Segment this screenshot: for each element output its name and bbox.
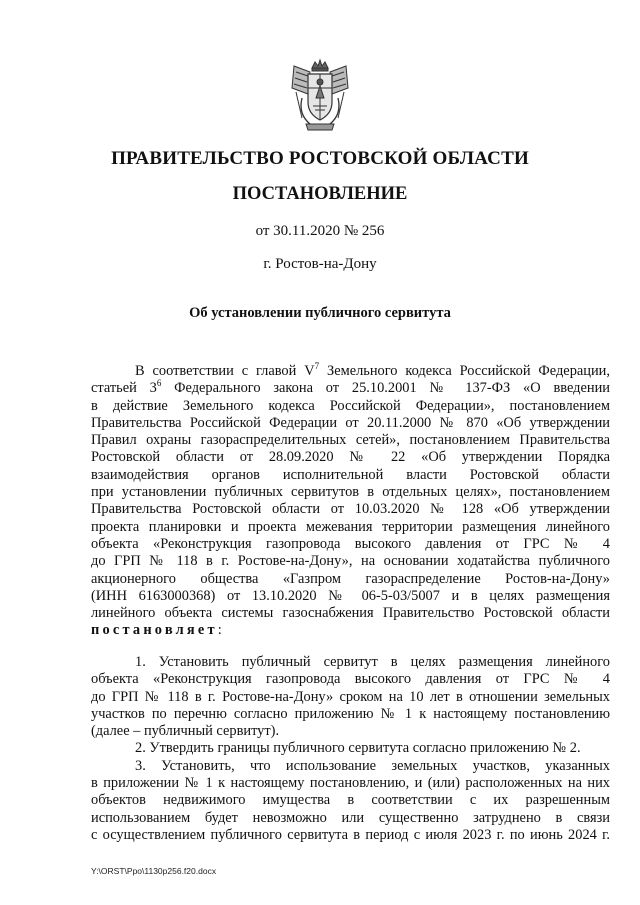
item-line: использованием будет невозможно или существенно затруднено в связи (91, 809, 610, 826)
preamble-line: статьей $3^6$ Федерального закона от 25.10.2001 № 137-ФЗ «О введении (91, 378, 610, 397)
item-line: объекта «Реконструкция газопровода высокого давления от ГРС № 4 (91, 671, 610, 688)
org-title: ПРАВИТЕЛЬСТВО РОСТОВСКОЙ ОБЛАСТИ (111, 148, 529, 169)
item-line: 2. Утвердить границы публичного сервитута согласно приложению № 2. (135, 740, 581, 757)
preamble-line: взаимодействия органов исполнительной власти Ростовской области (91, 466, 610, 483)
coat-of-arms-icon (288, 58, 352, 132)
preamble-line: объекта «Реконструкция газопровода высокого давления от ГРС № 4 (91, 535, 610, 552)
preamble-line: Ростовской области от 28.09.2020 № 22 «Об утверждении Порядка (91, 449, 610, 466)
document-type-title: ПОСТАНОВЛЕНИЕ (232, 184, 408, 204)
preamble-line: при установлении публичных сервитутов в отдельных целях», постановлением (91, 484, 610, 501)
preamble-line: Правительства Российской Федерации от 20.11.2000 № 870 «Об утверждении (91, 414, 610, 431)
item-line: 1. Установить публичный сервитут в целях размещения линейного (135, 654, 610, 670)
preamble-line: Правительства Ростовской области от 10.03.2020 № 128 «Об утверждении (91, 501, 610, 518)
item-line: в приложении № 1 к настоящему постановлению, и (или) расположенных на них (91, 775, 610, 792)
file-path-footer: Y:\ORST\Ppo\1130p256.f20.docx (91, 866, 217, 876)
preamble-line: В соответствии с главой $V^7$ Земельного кодекса Российской Федерации, (135, 361, 610, 379)
preamble-line: в действие Земельного кодекса Российской Федерации», постановлением (91, 397, 610, 414)
preamble-line: акционерного общества «Газпром газораспределение Ростов-на-Дону» (91, 570, 610, 587)
city-line: г. Ростов-на-Дону (263, 256, 377, 272)
decree-word-line: постановляет: (91, 622, 222, 639)
item-line: 3. Установить, что использование земельных участков, указанных (135, 757, 610, 774)
preamble-line: Правил охраны газораспределительных сетей», постановлением Правительства (91, 432, 610, 449)
preamble-line: проекта планировки и проекта межевания территории размещения линейного (91, 518, 610, 535)
preamble-paragraph (91, 363, 610, 640)
item-line: (далее – публичный сервитут). (91, 723, 280, 740)
date-number-line: от 30.11.2020 № 256 (255, 223, 385, 239)
item-line: до ГРП № 118 в г. Ростове-на-Дону» сроком на 10 лет в отношении земельных (91, 688, 610, 705)
preamble-line: линейного объекта системы газоснабжения Правительство Ростовской области (91, 605, 610, 622)
items-section (91, 654, 610, 844)
item-line: участков по перечню согласно приложению № 1 к настоящему постановлению (91, 705, 610, 722)
preamble-line: (ИНН 6163000368) от 13.10.2020 № 06-5-03/5007 и в целях размещения (91, 587, 610, 604)
preamble-line: до ГРП № 118 в г. Ростове-на-Дону», на основании ходатайства публичного (91, 553, 610, 570)
subject-heading: Об установлении публичного сервитута (189, 305, 451, 321)
item-line: с осуществлением публичного сервитута в период с июля 2023 г. по июнь 2024 г. (91, 826, 610, 843)
decree-word: постановляет (91, 622, 218, 639)
item-line: объектов недвижимого имущества в соответствии с их разрешенным (91, 792, 610, 809)
